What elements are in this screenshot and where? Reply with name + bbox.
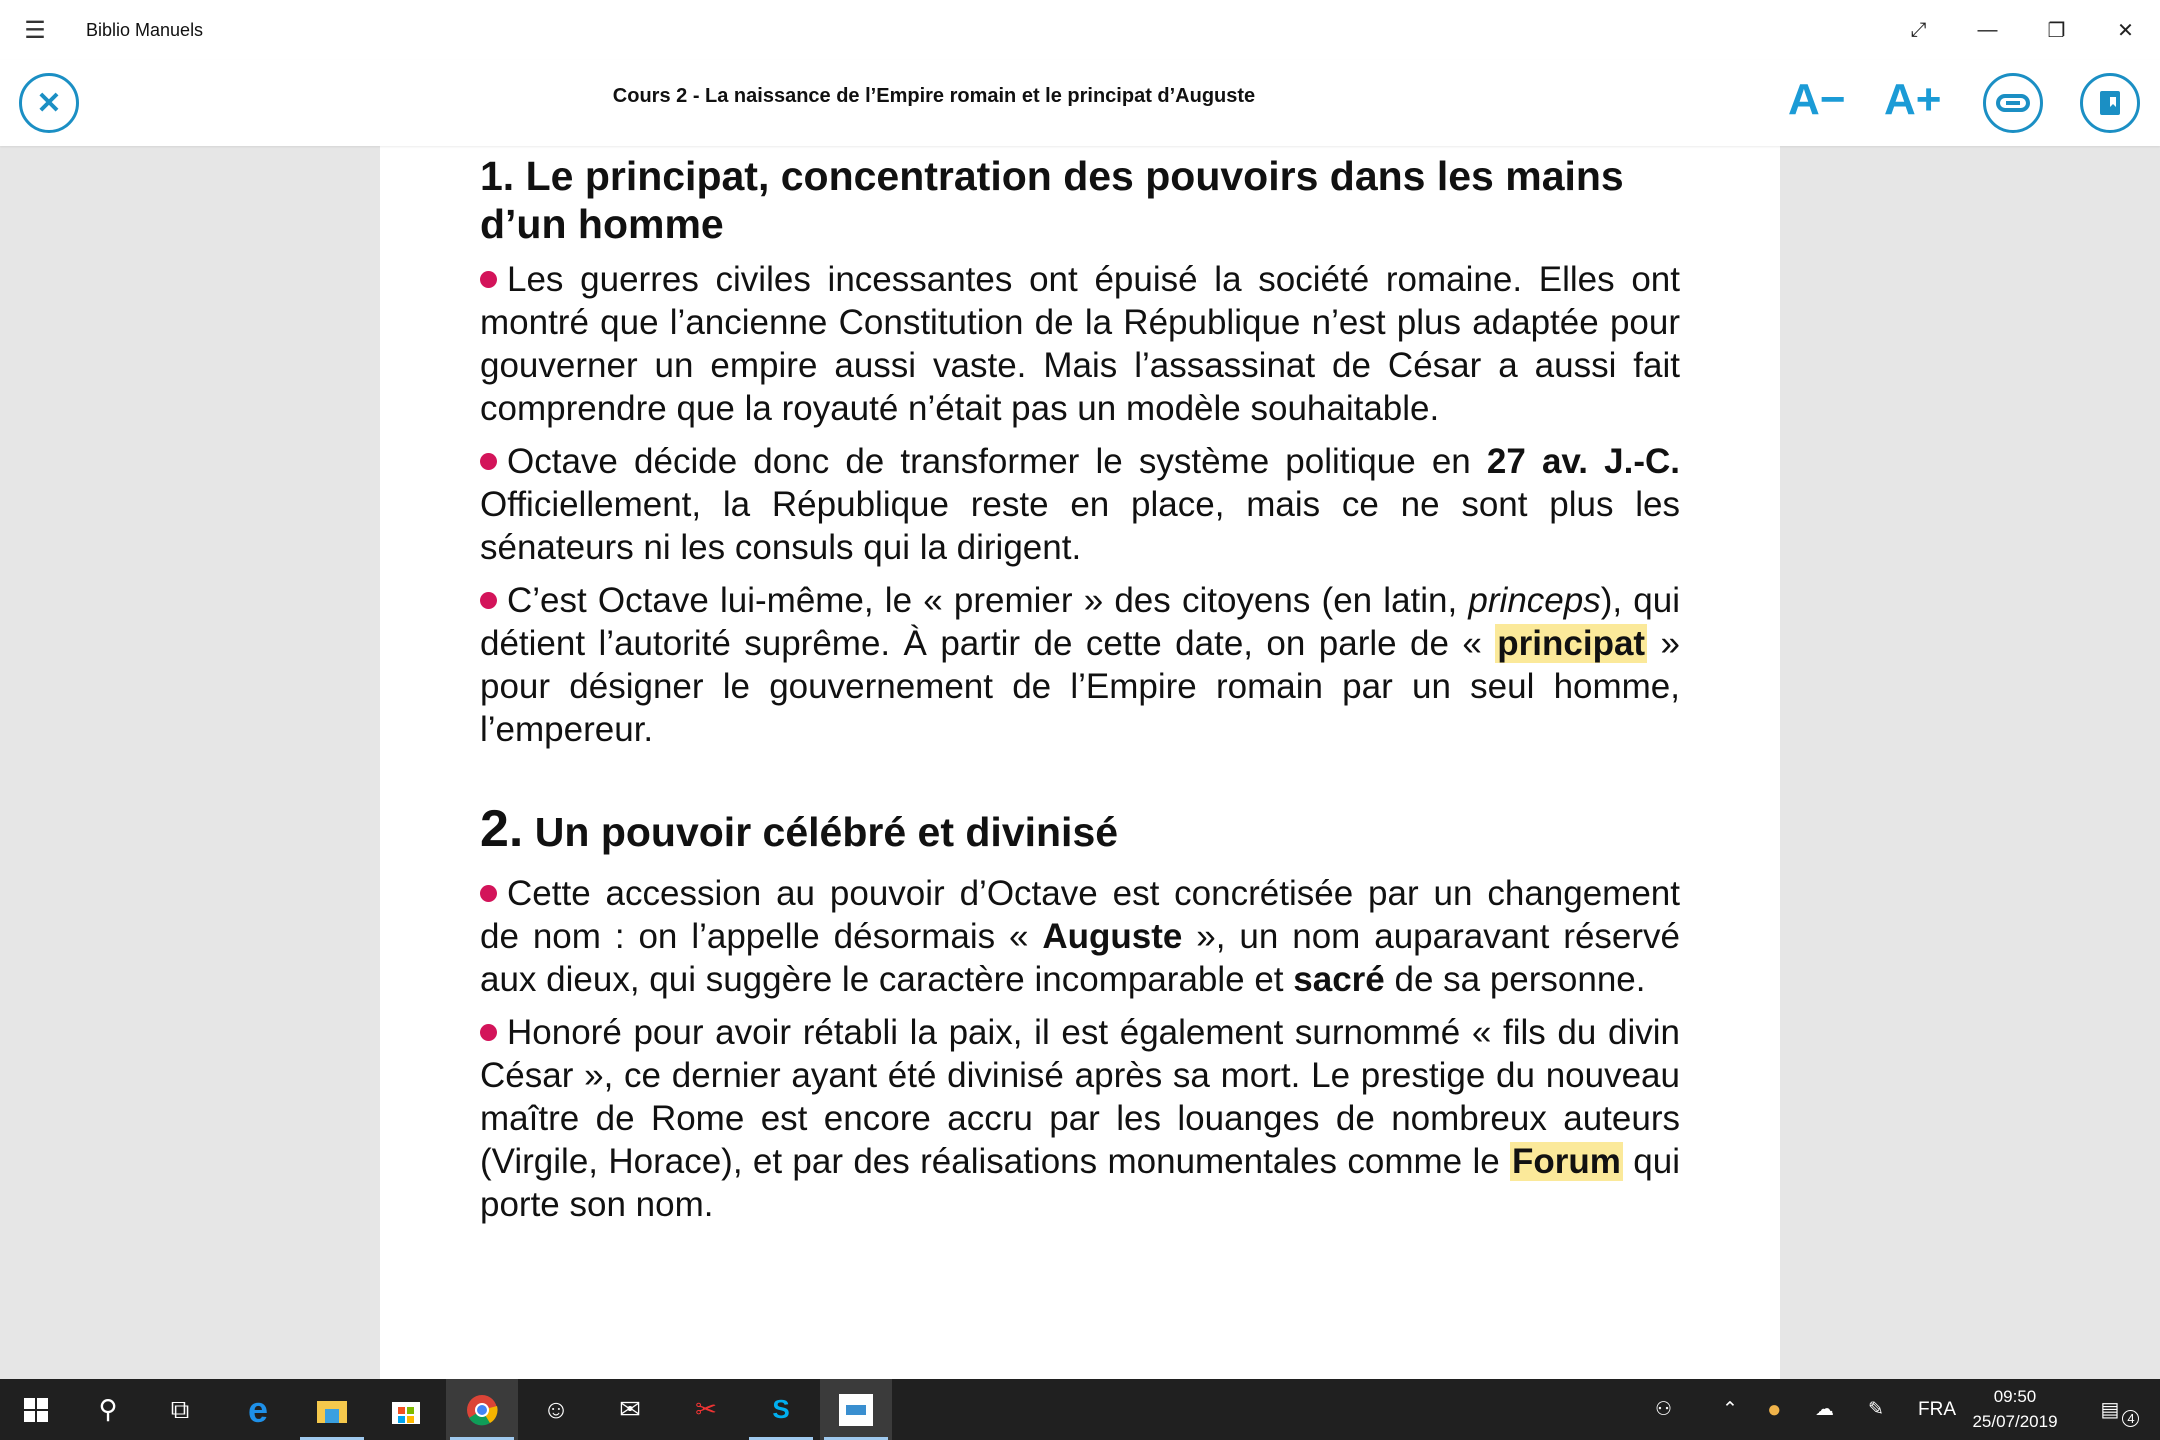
edge-icon[interactable]: e bbox=[247, 1388, 269, 1430]
notification-count: 4 bbox=[2122, 1410, 2139, 1427]
language-indicator[interactable]: FRA bbox=[1918, 1398, 1956, 1420]
store-icon[interactable] bbox=[370, 1379, 442, 1440]
restore-button[interactable]: ❐ bbox=[2047, 19, 2066, 42]
hamburger-menu-icon[interactable]: ☰ bbox=[24, 16, 46, 44]
pen-icon[interactable]: ✎ bbox=[1868, 1399, 1884, 1420]
close-window-button[interactable]: ✕ bbox=[2117, 19, 2134, 42]
bullet-icon bbox=[480, 885, 497, 902]
bookmark-button[interactable] bbox=[2080, 73, 2140, 133]
onedrive-icon[interactable]: ☁ bbox=[1815, 1399, 1834, 1420]
bullet-icon bbox=[480, 1024, 497, 1041]
glossary-term-forum[interactable]: Forum bbox=[1512, 1142, 1621, 1181]
glossary-term-principat[interactable]: principat bbox=[1497, 624, 1646, 663]
paragraph: Cette accession au pouvoir d’Octave est concrétisée par un changement de nom : on l’appelle désormais « Auguste », un nom auparavant réservé aux dieux, qui suggère le caractère incomparable et sacré de sa personne. bbox=[480, 874, 1680, 999]
search-icon[interactable]: ⚲ bbox=[98, 1394, 118, 1424]
section-2-heading: 2. Un pouvoir célébré et divinisé bbox=[480, 800, 1119, 858]
paragraph: Octave décide donc de transformer le système politique en 27 av. J.-C. Officiellement, la République reste en place, mais ce ne sont plus les sénateurs ni les consuls qui la dirigent. bbox=[480, 442, 1681, 567]
minimize-button[interactable]: — bbox=[1977, 18, 1998, 41]
bookmark-icon bbox=[2098, 89, 2122, 117]
biblio-manuels-icon[interactable] bbox=[820, 1379, 892, 1440]
date-bold: 27 av. J.-C. bbox=[1486, 442, 1681, 481]
people-icon[interactable]: ⚇ bbox=[1655, 1399, 1673, 1420]
font-decrease-button[interactable]: A− bbox=[1788, 75, 1846, 124]
fullscreen-icon[interactable]: ⤢ bbox=[1910, 18, 1927, 41]
skype-icon[interactable]: S bbox=[745, 1379, 817, 1440]
paragraph: Les guerres civiles incessantes ont épuisé la société romaine. Elles ont montré que l’ancienne Constitution de la République n’est plus adaptée pour gouverner un empire aussi vaste. Mais l’assassinat de César a aussi fait comprendre que la royauté n’était pas un modèle souhaitable. bbox=[480, 260, 1680, 428]
link-icon bbox=[1996, 93, 2030, 113]
snipping-tool-icon[interactable]: ✂ bbox=[695, 1394, 717, 1424]
bullet-icon bbox=[480, 271, 497, 288]
document-title: Cours 2 - La naissance de l’Empire romain et le principat d’Auguste bbox=[612, 85, 1256, 107]
paragraph: C’est Octave lui-même, le « premier » des citoyens (en latin, princeps), qui détient l’autorité suprême. À partir de cette date, on parle de « principat » pour désigner le gouvernement de l’Empire romain par un seul homme, l’empereur. bbox=[480, 581, 1680, 749]
section-1-heading: 1. Le principat, concentration des pouvoirs dans les mains d’un homme bbox=[480, 153, 1624, 247]
mail-icon[interactable]: ✉ bbox=[619, 1394, 641, 1424]
bullet-icon bbox=[480, 453, 497, 470]
chrome-icon[interactable] bbox=[446, 1379, 518, 1440]
taskbar bbox=[0, 1379, 2160, 1440]
reader-toolbar bbox=[0, 60, 2160, 146]
font-increase-button[interactable]: A+ bbox=[1884, 75, 1942, 124]
document-page bbox=[380, 0, 1780, 1379]
task-view-icon[interactable]: ⧉ bbox=[170, 1393, 190, 1424]
windows-icon bbox=[24, 1398, 48, 1422]
file-explorer-icon[interactable] bbox=[296, 1379, 368, 1440]
start-button[interactable] bbox=[0, 1379, 72, 1440]
app-title: Biblio Manuels bbox=[86, 19, 204, 40]
avatar-app-icon[interactable]: ☺ bbox=[542, 1394, 570, 1424]
notification-icon: ▤ bbox=[2100, 1399, 2120, 1421]
close-icon: ✕ bbox=[36, 86, 62, 120]
latin-term: princeps bbox=[1468, 581, 1601, 620]
paragraph: Honoré pour avoir rétabli la paix, il est également surnommé « fils du divin César », ce dernier ayant été divinisé après sa mort. Le prestige du nouveau maître de Rome est encore accru par les louanges de nombreux auteurs (Virgile, Horace), et par des réalisations monumentales comme le Forum qui porte son nom. bbox=[480, 1013, 1680, 1224]
title-bar bbox=[0, 0, 2160, 60]
clock[interactable]: 09:50 25/07/2019 bbox=[1972, 1387, 2058, 1431]
bold-term: sacré bbox=[1293, 960, 1385, 999]
bold-term: Auguste bbox=[1042, 917, 1183, 956]
link-button[interactable] bbox=[1983, 73, 2043, 133]
action-center-button[interactable] bbox=[2090, 1379, 2150, 1440]
show-hidden-icons[interactable]: ⌃ bbox=[1722, 1399, 1738, 1420]
tray-app-icon[interactable]: ● bbox=[1767, 1395, 1782, 1423]
bullet-icon bbox=[480, 592, 497, 609]
